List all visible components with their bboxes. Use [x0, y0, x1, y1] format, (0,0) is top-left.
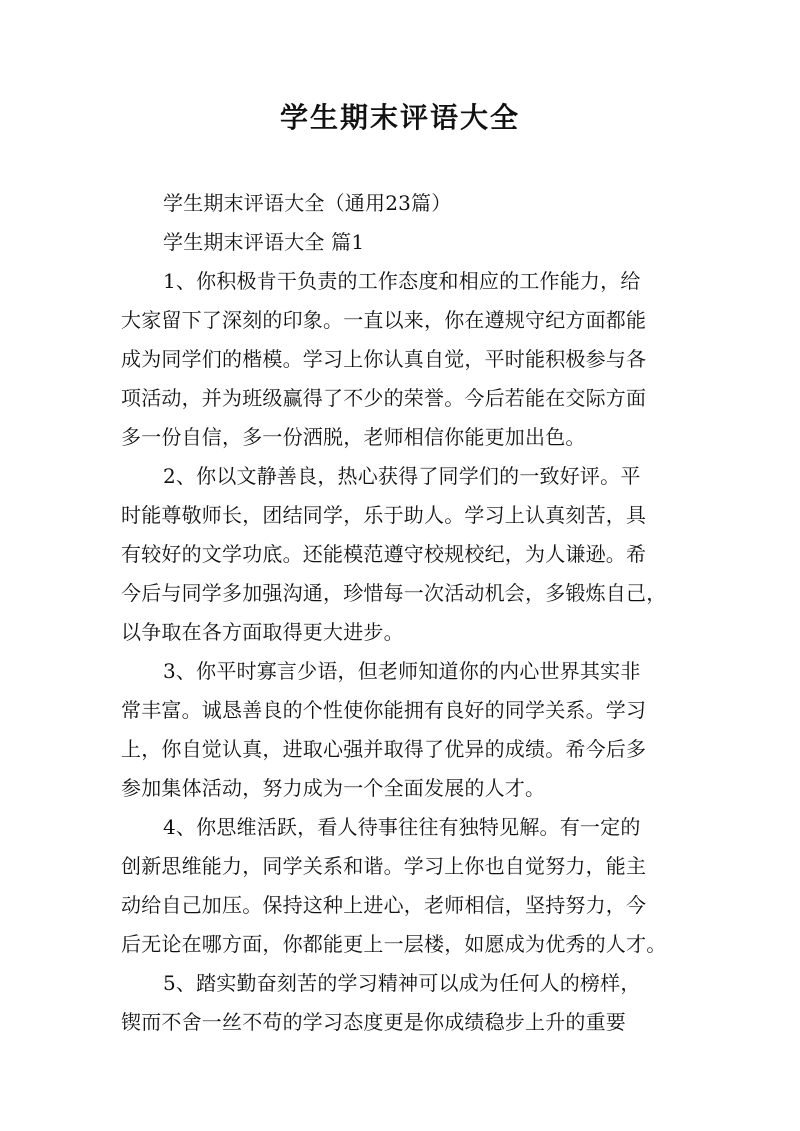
- text-line: 今后与同学多加强沟通，珍惜每一次活动机会，多锻炼自己，: [121, 581, 667, 605]
- text-line: 参加集体活动，努力成为一个全面发展的人才。: [121, 776, 546, 800]
- text-line: 2、你以文静善良，热心获得了同学们的一致好评。平: [163, 464, 641, 488]
- text-line: 4、你思维活跃，看人待事往往有独特见解。有一定的: [163, 815, 641, 839]
- text-line: 大家留下了深刻的印象。一直以来，你在遵规守纪方面都能: [121, 308, 647, 332]
- text-line: 项活动，并为班级赢得了不少的荣誉。今后若能在交际方面: [121, 386, 647, 410]
- text-line: 上，你自觉认真，进取心强并取得了优异的成绩。希今后多: [121, 737, 647, 761]
- document-title: 学生期末评语大全: [279, 101, 520, 134]
- text-line: 常丰富。诚恳善良的个性使你能拥有良好的同学关系。学习: [121, 698, 647, 722]
- text-line: 创新思维能力，同学关系和谐。学习上你也自觉努力，能主: [121, 854, 647, 878]
- text-line: 3、你平时寡言少语，但老师知道你的内心世界其实非: [163, 659, 641, 683]
- text-line: 多一份自信，多一份洒脱，老师相信你能更加出色。: [121, 425, 586, 449]
- text-line: 学生期末评语大全 篇1: [163, 230, 365, 254]
- document-body: [121, 184, 681, 1042]
- text-line: 学生期末评语大全（通用23篇）: [163, 191, 452, 215]
- text-line: 锲而不舍一丝不苟的学习态度更是你成绩稳步上升的重要: [121, 1010, 626, 1034]
- text-line: 后无论在哪方面，你都能更上一层楼，如愿成为优秀的人才。: [121, 932, 667, 956]
- text-line: 1、你积极肯干负责的工作态度和相应的工作能力，给: [163, 269, 641, 293]
- text-line: 成为同学们的楷模。学习上你认真自觉，平时能积极参与各: [121, 347, 647, 371]
- text-line: 时能尊敬师长，团结同学，乐于助人。学习上认真刻苦，具: [121, 503, 647, 527]
- text-line: 动给自己加压。保持这种上进心，老师相信，坚持努力，今: [121, 893, 647, 917]
- text-line: 有较好的文学功底。还能模范遵守校规校纪，为人谦逊。希: [121, 542, 647, 566]
- text-line: 以争取在各方面取得更大进步。: [121, 620, 404, 644]
- text-line: 5、踏实勤奋刻苦的学习精神可以成为任何人的榜样，: [163, 971, 641, 995]
